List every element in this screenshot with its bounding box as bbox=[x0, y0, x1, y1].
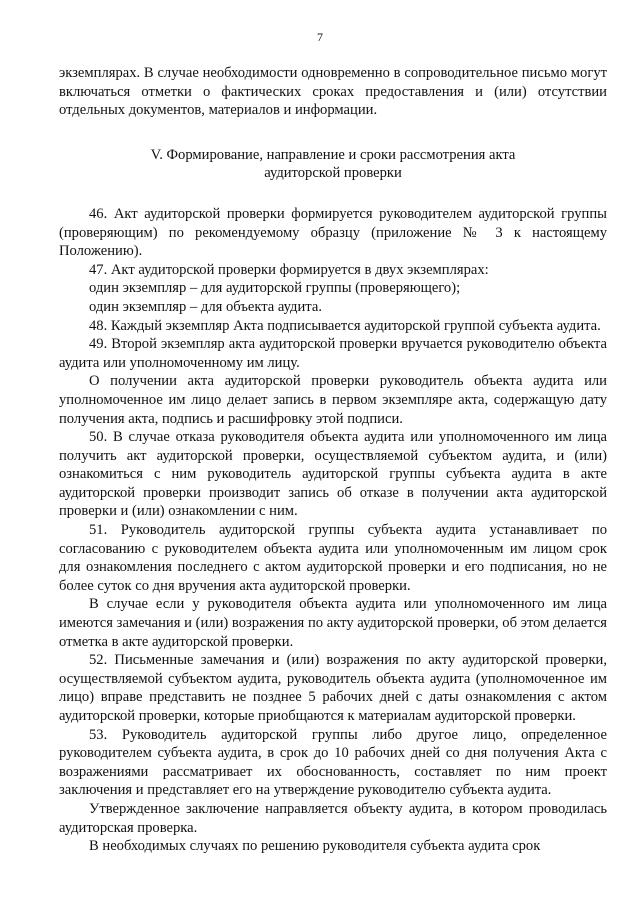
section-heading-line-1: V. Формирование, направление и сроки рассмотрения акта bbox=[150, 146, 516, 163]
paragraph-47-item-1: один экземпляр – для аудиторской группы (проверяющего); bbox=[89, 280, 461, 297]
paragraph-continuation: экземплярах. В случае необходимости одновременно в сопроводительное письмо могут включаться отметки о фактических сроках предоставления и (или) отсутствии отдельных документов, материалов и информации. bbox=[59, 65, 607, 119]
paragraph-final: В необходимых случаях по решению руководителя субъекта аудита срок bbox=[89, 838, 541, 855]
paragraph-49-note: О получении акта аудиторской проверки руководитель объекта аудита или уполномоченное им лицо делает запись в первом экземпляре акта, содержащую дату получения акта, подпись и расшифровку этой подписи. bbox=[59, 373, 607, 427]
page-number: 7 bbox=[317, 30, 323, 44]
section-heading bbox=[59, 146, 607, 183]
paragraph-51: 51. Руководитель аудиторской группы субъекта аудита устанавливает по согласованию с руководителем объекта аудита или уполномоченным им лицом срок для ознакомления последнего с актом аудиторской проверки и его подписания, но не более суток со дня вручения акта аудиторской проверки. bbox=[59, 522, 607, 594]
paragraph-51-note: В случае если у руководителя объекта аудита или уполномоченного им лица имеются замечания и (или) возражения по акту аудиторской проверки, об этом делается отметка в акте аудиторской проверки. bbox=[59, 596, 607, 650]
paragraph-47: 47. Акт аудиторской проверки формируется в двух экземплярах: bbox=[89, 261, 489, 278]
paragraph-47-item-2: один экземпляр – для объекта аудита. bbox=[89, 298, 322, 315]
paragraph-53-note: Утвержденное заключение направляется объекту аудита, в котором проводилась аудиторская проверка. bbox=[59, 800, 607, 836]
paragraph-53: 53. Руководитель аудиторской группы либо другое лицо, определенное руководителем субъекта аудита, в срок до 10 рабочих дней со дня получения Акта с возражениями рассматривает их обоснованность, составляет по ним проект заключения и представляет его на утверждение руководителю субъекта аудита. bbox=[59, 726, 607, 799]
paragraph-48: 48. Каждый экземпляр Акта подписывается аудиторской группой субъекта аудита. bbox=[89, 317, 601, 334]
paragraph-49: 49. Второй экземпляр акта аудиторской проверки вручается руководителю объекта аудита или уполномоченному им лицу. bbox=[59, 336, 607, 371]
document-body bbox=[59, 64, 607, 856]
section-heading-line-2: аудиторской проверки bbox=[264, 165, 402, 182]
paragraph-46: 46. Акт аудиторской проверки формируется руководителем аудиторской группы (проверяющим) по рекомендуемому образцу (приложение № 3 к настоящему Положению). bbox=[59, 205, 607, 260]
paragraph-52: 52. Письменные замечания и (или) возражения по акту аудиторской проверки, осуществляемой субъектом аудита, руководитель объекта аудита (уполномоченное им лицо) вправе представить не позднее 5 рабочих дней с даты ознакомления с актом аудиторской проверки, которые приобщаются к материалам аудиторской проверки. bbox=[59, 652, 607, 724]
paragraph-50: 50. В случае отказа руководителя объекта аудита или уполномоченного им лица получить акт аудиторской проверки, осуществляемой субъектом аудита, и (или) ознакомиться с ним руководитель аудиторской группы субъекта аудита в акте аудиторской проверки производит запись об отказе в получении акта аудиторской проверки и (или) ознакомлении с ним. bbox=[59, 429, 607, 520]
